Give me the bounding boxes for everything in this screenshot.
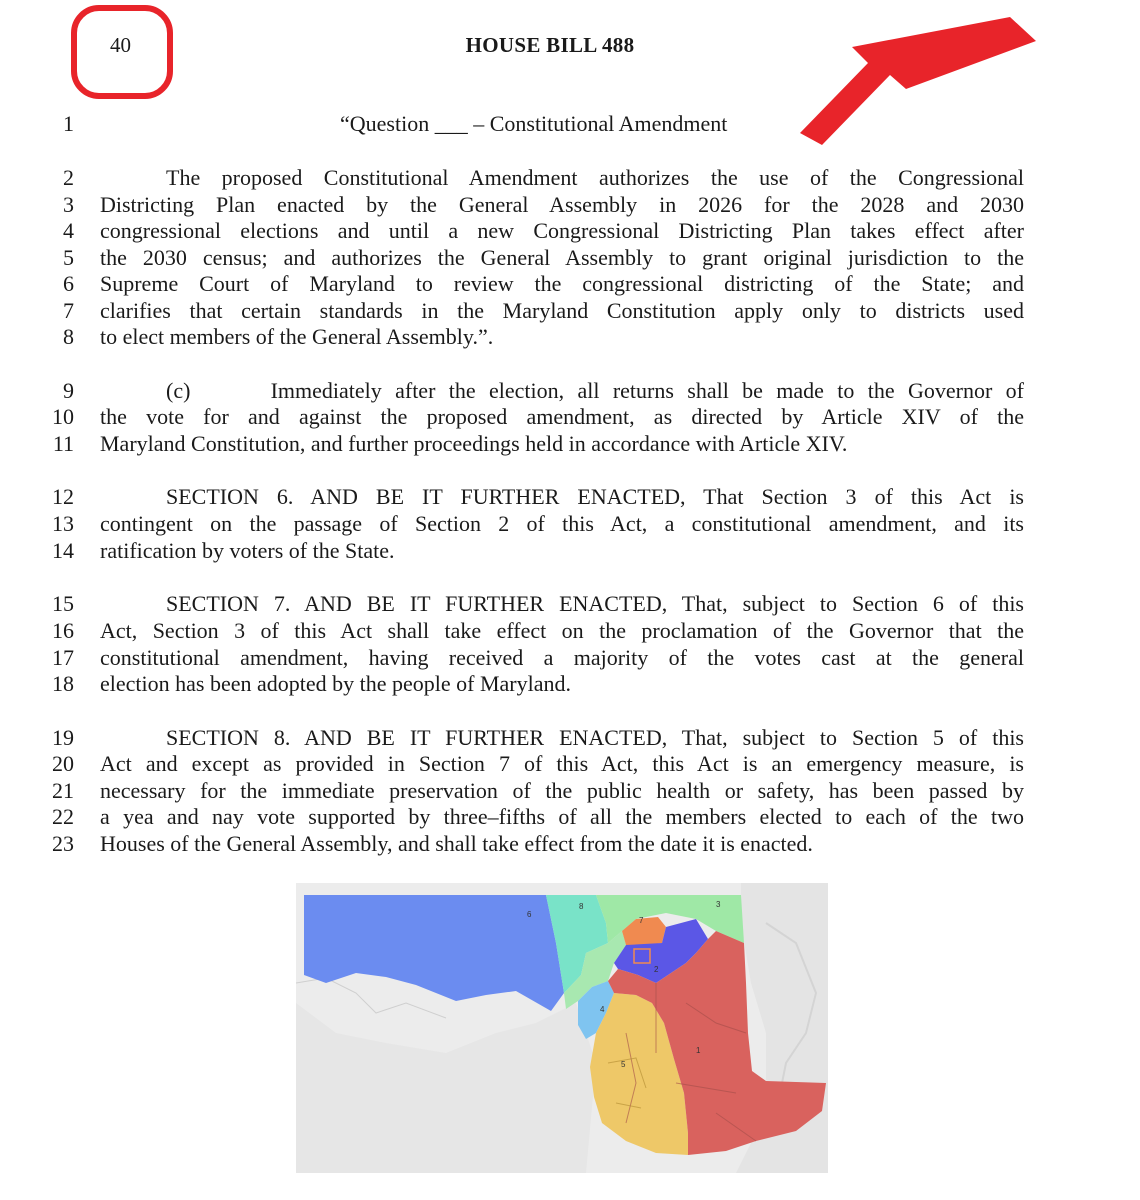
line-number: 18 xyxy=(52,671,74,696)
text-line: Act, Section 3 of this Act shall take effect on the proclamation of the Governor that the xyxy=(100,618,1024,643)
red-arrow-shape xyxy=(800,17,1036,145)
text-line: The proposed Constitutional Amendment authorizes the use of the Congressional xyxy=(166,165,1024,190)
text-line: Districting Plan enacted by the General Assembly in 2026 for the 2028 and 2030 xyxy=(100,192,1024,217)
line-number: 16 xyxy=(52,618,74,643)
district-label-7: 7 xyxy=(639,916,644,925)
line-number: 15 xyxy=(52,591,74,616)
text-line: SECTION 6. AND BE IT FURTHER ENACTED, That Section 3 of this Act is xyxy=(166,484,1024,509)
line-number: 3 xyxy=(63,192,74,217)
line-number: 5 xyxy=(63,245,74,270)
text-line: to elect members of the General Assembly.”. xyxy=(100,324,494,349)
line-number: 17 xyxy=(52,645,74,670)
line-number: 9 xyxy=(63,378,74,403)
text-line: ratification by voters of the State. xyxy=(100,538,395,563)
district-label-4: 4 xyxy=(600,1005,605,1014)
district-label-1: 1 xyxy=(696,1046,701,1055)
line-number: 22 xyxy=(52,804,74,829)
text-line: the 2030 census; and authorizes the General Assembly to grant original jurisdiction to the xyxy=(100,245,1024,270)
line-number: 6 xyxy=(63,271,74,296)
red-arrow-annotation xyxy=(790,5,1050,145)
text-line: congressional elections and until a new Congressional Districting Plan takes effect after xyxy=(100,218,1024,243)
page-number: 40 xyxy=(110,33,131,57)
district-label-8: 8 xyxy=(579,902,584,911)
text-line: Supreme Court of Maryland to review the congressional districting of the State; and xyxy=(100,271,1024,296)
text-line: contingent on the passage of Section 2 of this Act, a constitutional amendment, and its xyxy=(100,511,1024,536)
district-label-6: 6 xyxy=(527,910,532,919)
text-line: SECTION 8. AND BE IT FURTHER ENACTED, That, subject to Section 5 of this xyxy=(166,725,1024,750)
text-line: SECTION 7. AND BE IT FURTHER ENACTED, That, subject to Section 6 of this xyxy=(166,591,1024,616)
line-number: 14 xyxy=(52,538,74,563)
line-number: 7 xyxy=(63,298,74,323)
district-label-5: 5 xyxy=(621,1060,626,1069)
text-line: necessary for the immediate preservation of the public health or safety, has been passed by xyxy=(100,778,1024,803)
line-number: 2 xyxy=(63,165,74,190)
text-line: clarifies that certain standards in the Maryland Constitution apply only to districts used xyxy=(100,298,1024,323)
text-line: election has been adopted by the people of Maryland. xyxy=(100,671,572,696)
text-line: Act and except as provided in Section 7 of this Act, this Act is an emergency measure, is xyxy=(100,751,1024,776)
text-line: a yea and nay vote supported by three–fifths of all the members elected to each of the two xyxy=(100,804,1024,829)
text-line: the vote for and against the proposed amendment, as directed by Article XIV of the xyxy=(100,404,1024,429)
congressional-district-map xyxy=(296,883,828,1173)
district-label-3: 3 xyxy=(716,900,721,909)
line-number: 13 xyxy=(52,511,74,536)
text-line: Maryland Constitution, and further proceedings held in accordance with Article XIV. xyxy=(100,431,848,456)
line-number: 19 xyxy=(52,725,74,750)
text-line: constitutional amendment, having received a majority of the votes cast at the general xyxy=(100,645,1024,670)
page-header: HOUSE BILL 488 xyxy=(465,33,635,57)
line-number: 21 xyxy=(52,778,74,803)
line-number: 4 xyxy=(63,218,74,243)
line-number: 12 xyxy=(52,484,74,509)
district-label-2: 2 xyxy=(654,965,659,974)
text-line: (c) Immediately after the election, all returns shall be made to the Governor of xyxy=(166,378,1024,403)
line-number: 23 xyxy=(52,831,74,856)
line-number: 1 xyxy=(63,111,74,136)
line-number: 8 xyxy=(63,324,74,349)
line-number: 10 xyxy=(52,404,74,429)
red-circle-annotation xyxy=(71,5,173,99)
line-number: 20 xyxy=(52,751,74,776)
line-number: 11 xyxy=(52,431,74,456)
question-heading: “Question ___ – Constitutional Amendment xyxy=(340,111,728,136)
text-line: Houses of the General Assembly, and shall take effect from the date it is enacted. xyxy=(100,831,813,856)
district-map-svg xyxy=(296,883,828,1173)
